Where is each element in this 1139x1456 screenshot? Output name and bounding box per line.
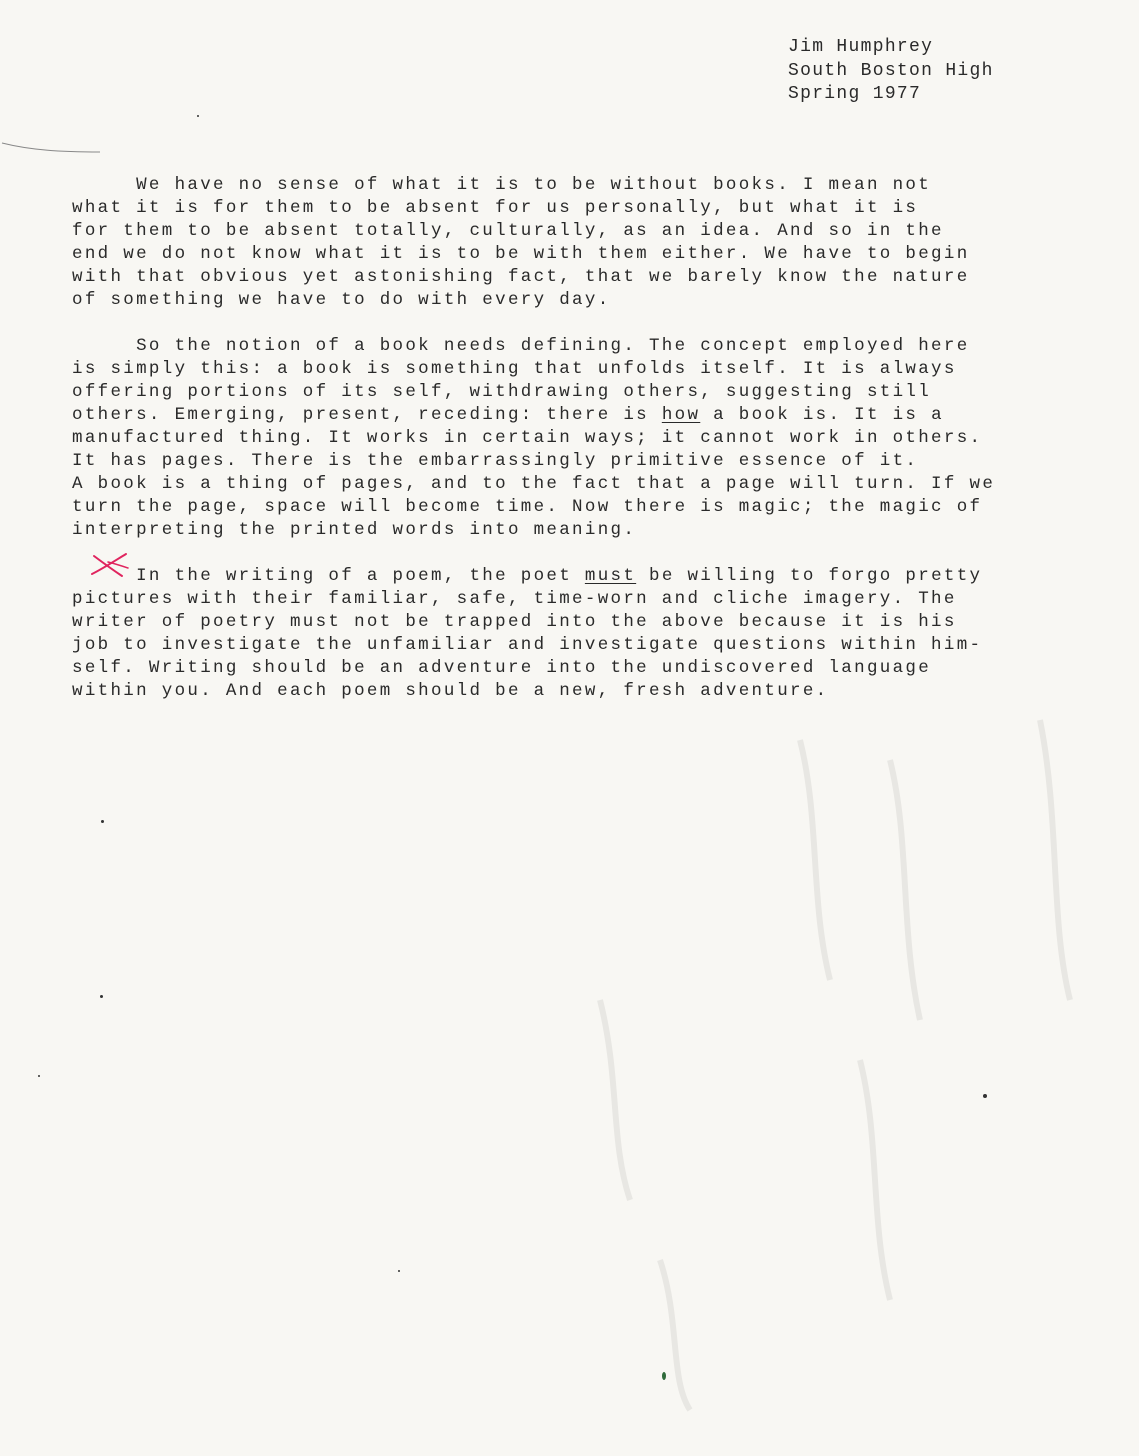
author-header [788,36,994,107]
term-date: Spring 1977 [788,84,922,104]
paragraph-3 [72,565,1102,703]
paper-speck [398,1270,400,1272]
text-line: So the notion of a book needs defining. The concept employed here [72,336,970,356]
text-line: self. Writing should be an adventure into the undiscovered language [72,658,932,678]
text-line: within you. And each poem should be a new, fresh adventure. [72,681,829,701]
text-line [72,565,1102,588]
essay-body [72,174,1102,726]
text-line [72,404,1102,427]
text-line: turn the page, space will become time. Now there is magic; the magic of [72,497,983,517]
text-segment: others. Emerging, present, receding: there is [72,405,662,425]
paper-speck [662,1372,666,1380]
text-line: pictures with their familiar, safe, time-worn and cliche imagery. The [72,589,957,609]
text-segment: a book is. It is a [700,405,944,425]
bleed-through-marks [560,700,1120,1420]
paragraph-2 [72,335,1102,542]
stray-pencil-line [0,138,110,158]
text-line: It has pages. There is the embarrassingly primitive essence of it. [72,451,919,471]
underlined-word: must [584,566,637,586]
text-line: of something we have to do with every day. [72,290,611,310]
underlined-word: how [661,405,701,425]
text-line: We have no sense of what it is to be without books. I mean not [72,175,932,195]
text-line: job to investigate the unfamiliar and investigate questions within him- [72,635,983,655]
text-line: what it is for them to be absent for us personally, but what it is [72,198,919,218]
text-line: manufactured thing. It works in certain ways; it cannot work in others. [72,428,983,448]
text-segment: be willing to forgo pretty [636,566,983,586]
text-segment: In the writing of a poem, the poet [72,566,585,586]
paper-speck [983,1094,987,1098]
paragraph-1 [72,174,1102,312]
text-line: A book is a thing of pages, and to the fact that a page will turn. If we [72,474,996,494]
text-line: interpreting the printed words into meaning. [72,520,637,540]
text-line: end we do not know what it is to be with them either. We have to begin [72,244,970,264]
paper-speck [197,115,199,117]
paper-speck [38,1075,40,1077]
text-line: writer of poetry must not be trapped into the above because it is his [72,612,957,632]
author-name: Jim Humphrey [788,37,934,57]
text-line: for them to be absent totally, culturally, as an idea. And so in the [72,221,944,241]
paper-speck [101,820,104,823]
text-line: offering portions of its self, withdrawing others, suggesting still [72,382,932,402]
school-name: South Boston High [788,60,994,81]
text-line: with that obvious yet astonishing fact, that we barely know the nature [72,267,970,287]
text-line: is simply this: a book is something that unfolds itself. It is always [72,359,957,379]
red-x-mark-icon [88,550,132,580]
paper-speck [100,995,103,998]
